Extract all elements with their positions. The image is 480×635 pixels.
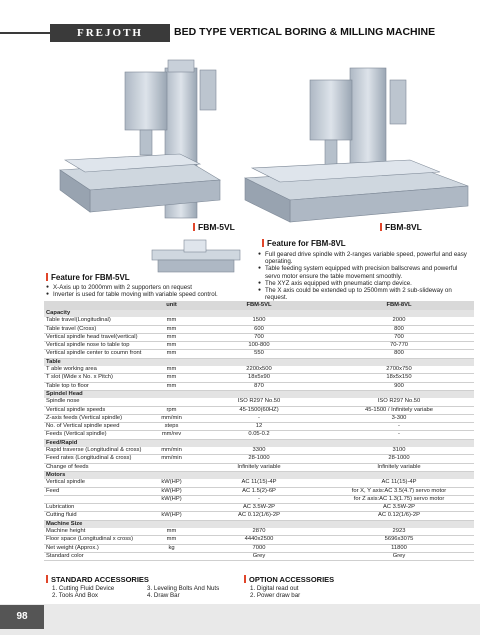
table-row [44,552,474,560]
table-cell: 3-300 [324,414,474,422]
table-row [44,463,474,471]
table-cell: ISO R297 No.50 [324,398,474,406]
table-cell: 800 [324,325,474,333]
table-cell: Z-axis feeds (Vertical spindle) [44,414,149,422]
table-cell: for Z axis:AC 1.3(1.75) servo motor [324,495,474,503]
table-cell: No. of Vertical spindle speed [44,423,149,431]
table-cell: Feed rates (Longitudinal & cross) [44,455,149,463]
table-cell: - [324,423,474,431]
table-cell [44,495,149,503]
table-cell: Rapid traverse (Longitudinal & cross) [44,447,149,455]
table-cell: 800 [324,350,474,358]
table-section-row [44,310,474,317]
table-row [44,504,474,512]
table-cell: AC 11(15)-4P [324,479,474,487]
table-cell: mm [149,382,194,390]
standard-accessories-title: STANDARD ACCESSORIES [46,575,149,584]
table-cell: 550 [194,350,324,358]
table-cell [149,552,194,560]
table-row [44,447,474,455]
table-cell: 45-1500(60HZ) [194,406,324,414]
table-cell [149,463,194,471]
table-row [44,317,474,325]
option-accessory-item: 2. Power draw bar [250,592,301,599]
table-row [44,487,474,495]
table-cell: 28-1000 [324,455,474,463]
page-title: BED TYPE VERTICAL BORING & MILLING MACHINE [174,26,436,38]
table-cell: Table top to floor [44,382,149,390]
table-cell: mm [149,528,194,536]
table-cell: Floor space (Longitudinal x cross) [44,536,149,544]
table-row [44,382,474,390]
table-cell: Spindle nose [44,398,149,406]
table-cell: 2200x500 [194,366,324,374]
fbm-5vl-caption: FBM-5VL [193,222,235,232]
table-cell: Feeds (Vertical spindle) [44,431,149,439]
table-cell: 600 [194,325,324,333]
table-section-row [44,390,474,398]
table-row [44,325,474,333]
table-row [44,528,474,536]
table-cell: - [324,431,474,439]
table-cell: kW(HP) [149,495,194,503]
table-row [44,536,474,544]
table-cell: Grey [324,552,474,560]
table-row [44,544,474,552]
table-cell: 18x5x150 [324,374,474,382]
table-cell: kW(HP) [149,512,194,520]
column-header: FBM-8VL [324,301,474,310]
table-cell: Table travel (Cross) [44,325,149,333]
table-cell: Vertical spindle head travel(vertical) [44,333,149,341]
table-row [44,512,474,520]
table-row [44,423,474,431]
table-cell: AC 1.5(2)-6P [194,487,324,495]
table-row [44,333,474,341]
table-cell: 3300 [194,447,324,455]
table-cell: AC 0.12(1/6)-2P [194,512,324,520]
list-item: ● Full geared drive spindle with 2-ranges variable speed, powerful and easy operating. [258,251,474,265]
table-cell: 3100 [324,447,474,455]
table-cell: Net weight (Approx.) [44,544,149,552]
table-cell: 28-1000 [194,455,324,463]
table-cell: Standard color [44,552,149,560]
section-label: Machine Size [44,520,474,528]
table-cell: Feed [44,487,149,495]
footer-bar [0,604,480,635]
table-row [44,414,474,422]
table-cell: Grey [194,552,324,560]
list-item: ● The XYZ axis equipped with pneumatic clamp device. [258,280,474,287]
table-cell: 12 [194,423,324,431]
table-cell: 7000 [194,544,324,552]
table-cell: ISO R297 No.50 [194,398,324,406]
brand-logo: FREJOTH [50,24,170,42]
table-cell: Vertical spindle [44,479,149,487]
column-header: FBM-5VL [194,301,324,310]
section-label: Motors [44,471,474,479]
table-cell: 11800 [324,544,474,552]
table-header-row [44,301,474,310]
table-cell: Vertical spindle center to coumn front [44,350,149,358]
table-row [44,374,474,382]
table-cell: 4440x2500 [194,536,324,544]
column-header [44,301,149,310]
table-row [44,495,474,503]
table-cell: Infinitely variable [324,463,474,471]
table-cell: Cutting fluid [44,512,149,520]
option-accessory-item: 1. Digital read out [250,585,299,592]
list-item: ● Table feeding system equipped with precision ballscrews and powerful servo motor ensure the table movement smoothly. [258,265,474,279]
table-cell: Change of feeds [44,463,149,471]
table-cell: - [194,414,324,422]
page-number: 98 [0,605,44,629]
table-cell: 70-770 [324,342,474,350]
table-cell: T slot (Wide x No. x Pitch) [44,374,149,382]
table-section-row [44,358,474,366]
table-cell: mm [149,325,194,333]
table-cell: kW(HP) [149,479,194,487]
specification-table [44,301,474,561]
table-cell: mm [149,317,194,325]
table-cell [149,398,194,406]
table-cell: AC 11(15)-4P [194,479,324,487]
table-cell: AC 3.5W-2P [324,504,474,512]
table-cell: mm [149,374,194,382]
table-cell: 900 [324,382,474,390]
table-section-row [44,520,474,528]
section-label: Capacity [44,310,474,317]
list-item: ● The X axis could be extended up to 2500mm with 2 sub-slideway on request. [258,287,474,301]
section-label: Feed/Rapid [44,439,474,447]
table-cell: rpm [149,406,194,414]
machine-detail-image [148,236,244,278]
table-row [44,406,474,414]
standard-accessory-item: 4. Draw Bar [147,592,180,599]
standard-accessory-item: 3. Leveling Bolts And Nuts [147,585,220,592]
table-cell: Table travel(Longitudinal) [44,317,149,325]
fbm-8vl-caption: FBM-8VL [380,222,422,232]
table-row [44,398,474,406]
fbm-8vl-feature-list [258,251,474,301]
table-row [44,455,474,463]
table-cell: 2000 [324,317,474,325]
section-label: Spindel Head [44,390,474,398]
list-item: ● Inverter is used for table moving with variable speed control. [46,291,286,298]
table-cell [149,504,194,512]
table-cell: AC 3.5W-2P [194,504,324,512]
fbm-8vl-machine-image [240,60,476,230]
table-cell: mm [149,366,194,374]
header-rule [0,32,50,34]
table-cell: 2700x750 [324,366,474,374]
table-cell: 870 [194,382,324,390]
table-cell: 700 [194,333,324,341]
fbm-5vl-feature-title: Feature for FBM-5VL [46,273,130,282]
table-cell: 100-800 [194,342,324,350]
section-label: Table [44,358,474,366]
table-cell: mm/rev [149,431,194,439]
table-cell: mm/min [149,447,194,455]
table-cell: kg [149,544,194,552]
table-cell: mm [149,342,194,350]
table-cell: Infinitely variable [194,463,324,471]
table-cell: Vertical spindle nose to table top [44,342,149,350]
table-cell: 18x5x90 [194,374,324,382]
table-section-row [44,439,474,447]
table-cell: 45-1500 / Infinitely variabe [324,406,474,414]
fbm-5vl-feature-list [46,284,286,298]
table-cell: T able working area [44,366,149,374]
table-cell: 2923 [324,528,474,536]
table-cell: kW(HP) [149,487,194,495]
table-row [44,342,474,350]
fbm-5vl-machine-image [40,50,240,230]
table-cell: 2870 [194,528,324,536]
table-cell: mm/min [149,414,194,422]
table-row [44,350,474,358]
table-cell: - [194,495,324,503]
table-cell: steps [149,423,194,431]
fbm-8vl-feature-title: Feature for FBM-8VL [262,239,346,248]
table-cell: 0.05-0.2 [194,431,324,439]
table-cell: mm [149,350,194,358]
option-accessories-title: OPTION ACCESSORIES [244,575,334,584]
table-row [44,479,474,487]
standard-accessory-item: 1. Cutting Fluid Device [52,585,115,592]
table-cell: mm [149,536,194,544]
list-item: ● X-Axis up to 2000mm with 2 supporters on request [46,284,286,291]
column-header: unit [149,301,194,310]
table-cell: Lubrication [44,504,149,512]
table-section-row [44,471,474,479]
standard-accessory-item: 2. Tools And Box [52,592,98,599]
table-cell: Machine height [44,528,149,536]
specification-table-body [44,310,474,561]
table-cell: 700 [324,333,474,341]
table-row [44,366,474,374]
table-cell: Vertical spindle speeds [44,406,149,414]
table-cell: mm [149,333,194,341]
table-cell: mm/min [149,455,194,463]
table-cell: AC 0.12(1/6)-2P [324,512,474,520]
table-row [44,431,474,439]
table-cell: 5696x3075 [324,536,474,544]
table-cell: for X, Y axis:AC 3.5(4.7) servo motor [324,487,474,495]
table-cell: 1500 [194,317,324,325]
